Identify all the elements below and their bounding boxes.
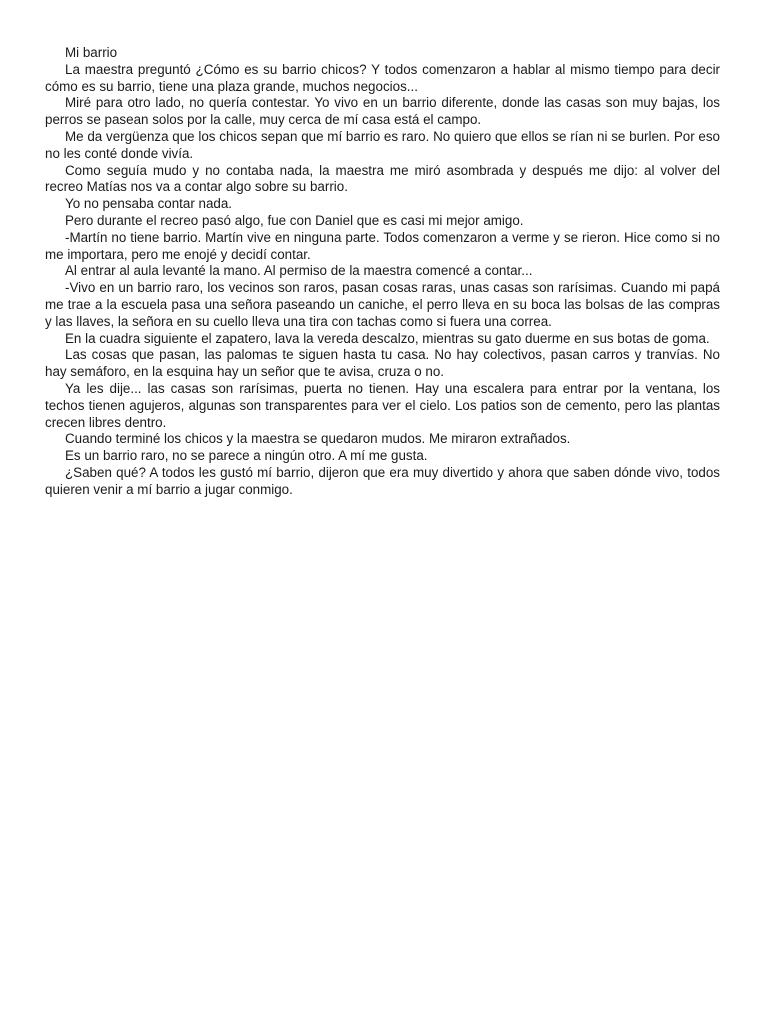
- document-title: Mi barrio: [65, 45, 118, 60]
- paragraph-6: Pero durante el recreo pasó algo, fue con Daniel que es casi mi mejor amigo.: [65, 212, 524, 228]
- paragraph-9: -Vivo en un barrio raro, los vecinos son raros, pasan cosas raras, unas casas son rarísimas. Cuando mi papá me trae a la escuela pasa una señora paseando un caniche, el perro lleva en su boca las bolsas de las compras y las llaves, la señora en su cuello lleva una tira con tachas como si fuera una correa.: [45, 280, 720, 329]
- paragraph-12: Ya les dije... las casas son rarísimas, puerta no tienen. Hay una escalera para entrar por la ventana, los techos tienen agujeros, algunas son transparentes para ver el cielo. Los patios son de cemento, pero las plantas crecen libres dentro.: [45, 380, 720, 430]
- paragraph-7: -Martín no tiene barrio. Martín vive en ninguna parte. Todos comenzaron a verme y se rieron. Hice como si no me importara, pero me enojé y decidí contar.: [45, 229, 720, 262]
- paragraph-14: Es un barrio raro, no se parece a ningún otro. A mí me gusta.: [65, 448, 428, 464]
- paragraph-3: Me da vergüenza que los chicos sepan que mí barrio es raro. No quiero que ellos se rían ni se burlen. Por eso no les conté donde vivía.: [45, 128, 720, 161]
- paragraph-10: En la cuadra siguiente el zapatero, lava la vereda descalzo, mientras su gato duerme en sus botas de goma.: [65, 330, 710, 346]
- paragraph-13: Cuando terminé los chicos y la maestra se quedaron mudos. Me miraron extrañados.: [65, 431, 571, 447]
- paragraph-5: Yo no pensaba contar nada.: [65, 196, 233, 212]
- paragraph-15: ¿Saben qué? A todos les gustó mí barrio, dijeron que era muy divertido y ahora que saben dónde vivo, todos quieren venir a mí barrio a jugar conmigo.: [45, 464, 720, 497]
- paragraph-2: Miré para otro lado, no quería contestar. Yo vivo en un barrio diferente, donde las casas son muy bajas, los perros se pasean solos por la calle, muy cerca de mí casa está el campo.: [45, 95, 720, 128]
- paragraph-8: Al entrar al aula levanté la mano. Al permiso de la maestra comencé a contar...: [65, 263, 533, 279]
- paragraph-1: La maestra preguntó ¿Cómo es su barrio chicos? Y todos comenzaron a hablar al mismo tiempo para decir cómo es su barrio, tiene una plaza grande, muchos negocios...: [45, 61, 720, 94]
- document-page: [45, 45, 720, 499]
- paragraph-4: Como seguía mudo y no contaba nada, la maestra me miró asombrada y después me dijo: al volver del recreo Matías nos va a contar algo sobre su barrio.: [45, 162, 720, 195]
- paragraph-11: Las cosas que pasan, las palomas te siguen hasta tu casa. No hay colectivos, pasan carros y tranvías. No hay semáforo, en la esquina hay un señor que te avisa, cruza o no.: [45, 347, 720, 380]
